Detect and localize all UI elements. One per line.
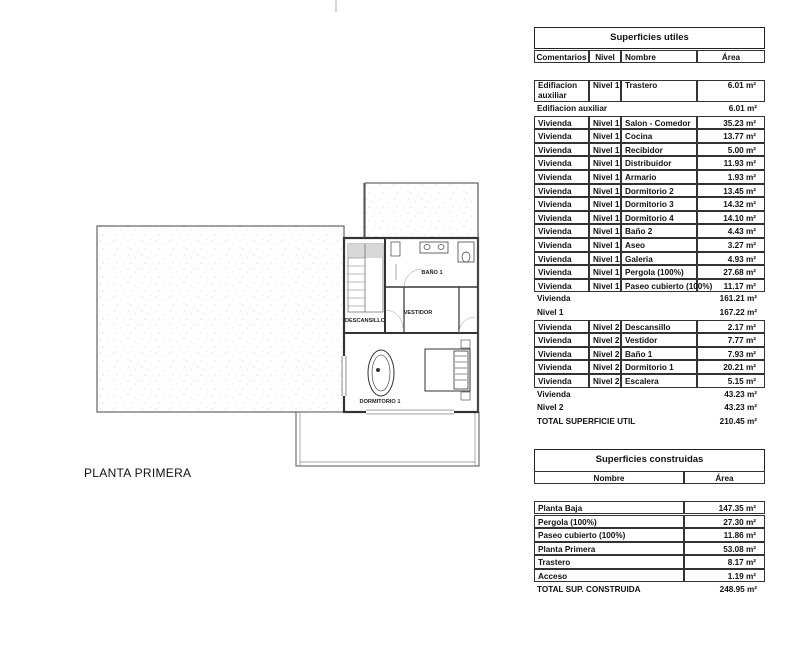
utiles-cell-area: 3.27 m² <box>697 238 765 252</box>
utiles-cell-nombre: Dormitorio 4 <box>621 211 697 225</box>
utiles-cell-area: 13.45 m² <box>697 184 765 198</box>
construidas-cell-nombre: TOTAL SUP. CONSTRUIDA <box>537 584 641 594</box>
utiles-cell-comentario: Vivienda <box>534 320 589 334</box>
utiles-cell-area: 27.68 m² <box>697 265 765 279</box>
utiles-cell-nombre: Distribuidor <box>621 156 697 170</box>
utiles-col-nivel: Nivel <box>589 50 621 63</box>
construidas-cell-area: 248.95 m² <box>719 584 757 594</box>
utiles-cell-area: 6.01 m² <box>697 80 765 102</box>
utiles-cell-area: 11.93 m² <box>697 156 765 170</box>
utiles-cell-nombre: Paseo cubierto (100%) <box>621 279 697 293</box>
construidas-cell-nombre: Pergola (100%) <box>534 515 684 528</box>
utiles-col-area: Área <box>697 50 765 63</box>
utiles-cell-nivel: Nivel 1 <box>589 252 621 266</box>
construidas-table-row <box>534 501 765 514</box>
construidas-cell-area: 147.35 m² <box>684 501 765 514</box>
utiles-cell-comentario: TOTAL SUPERFICIE UTIL <box>537 416 636 426</box>
utiles-cell-nivel: Nivel 2 <box>589 347 621 361</box>
construidas-cell-area: 11.86 m² <box>684 528 765 541</box>
utiles-cell-nivel: Nivel 1 <box>589 184 621 198</box>
utiles-cell-area: 161.21 m² <box>719 294 757 304</box>
utiles-cell-comentario: Vivienda <box>534 347 589 361</box>
utiles-cell-comentario: Vivienda <box>534 360 589 374</box>
construidas-table-row <box>534 515 765 528</box>
utiles-cell-area: 43.23 m² <box>724 403 757 413</box>
room-label-dormitorio: DORMITORIO 1 <box>359 399 401 405</box>
utiles-cell-area: 4.43 m² <box>697 224 765 238</box>
utiles-col-comentarios: Comentarios <box>534 50 589 63</box>
utiles-cell-comentario: Vivienda <box>534 156 589 170</box>
utiles-cell-area: 11.17 m² <box>697 279 765 293</box>
utiles-cell-comentario: Vivienda <box>534 224 589 238</box>
construidas-cell-nombre: Planta Primera <box>534 542 684 555</box>
utiles-cell-comentario: Vivienda <box>534 265 589 279</box>
utiles-cell-area: 35.23 m² <box>697 116 765 130</box>
utiles-cell-nivel: Nivel 2 <box>589 333 621 347</box>
utiles-cell-nombre: Pergola (100%) <box>621 265 697 279</box>
utiles-cell-comentario: Vivienda <box>534 238 589 252</box>
utiles-cell-area: 7.77 m² <box>697 333 765 347</box>
utiles-cell-nivel: Nivel 1 <box>589 224 621 238</box>
utiles-cell-nombre: Dormitorio 1 <box>621 360 697 374</box>
utiles-cell-nombre: Cocina <box>621 129 697 143</box>
construidas-table-row <box>534 542 765 555</box>
utiles-cell-nombre: Dormitorio 3 <box>621 197 697 211</box>
utiles-cell-area: 5.00 m² <box>697 143 765 157</box>
utiles-cell-comentario: Vivienda <box>534 116 589 130</box>
construidas-table-row <box>534 555 765 568</box>
utiles-cell-area: 13.77 m² <box>697 129 765 143</box>
utiles-cell-comentario: Vivienda <box>534 279 589 293</box>
utiles-cell-area: 2.17 m² <box>697 320 765 334</box>
utiles-cell-area: 14.10 m² <box>697 211 765 225</box>
plan-title: PLANTA PRIMERA <box>84 466 192 480</box>
construidas-cell-nombre: Acceso <box>534 569 684 582</box>
utiles-cell-nivel: Nivel 1 <box>589 143 621 157</box>
utiles-cell-comentario: Vivienda <box>534 197 589 211</box>
utiles-cell-comentario: Vivienda <box>537 294 571 304</box>
utiles-cell-area: 1.93 m² <box>697 170 765 184</box>
construidas-table-row <box>534 583 765 596</box>
utiles-cell-nombre: Vestidor <box>621 333 697 347</box>
construidas-col-nombre: Nombre <box>534 471 684 484</box>
utiles-cell-nombre: Descansillo <box>621 320 697 334</box>
construidas-cell-nombre: Planta Baja <box>534 501 684 514</box>
construidas-cell-nombre: Trastero <box>534 555 684 568</box>
construidas-table-row <box>534 569 765 582</box>
construidas-cell-area: 27.30 m² <box>684 515 765 528</box>
utiles-cell-nombre: Recibidor <box>621 143 697 157</box>
utiles-cell-nombre: Dormitorio 2 <box>621 184 697 198</box>
construidas-cell-area: 53.08 m² <box>684 542 765 555</box>
utiles-cell-comentario: Vivienda <box>534 374 589 388</box>
utiles-cell-comentario: Edifiacion auxiliar <box>534 80 589 102</box>
construidas-col-area: Área <box>684 471 765 484</box>
utiles-cell-comentario: Nivel 2 <box>537 403 564 413</box>
construidas-title: Superficies construidas <box>534 449 765 472</box>
utiles-cell-area: 5.15 m² <box>697 374 765 388</box>
utiles-cell-nivel: Nivel 2 <box>589 320 621 334</box>
utiles-cell-area: 6.01 m² <box>728 104 757 113</box>
utiles-cell-comentario: Edifiacion auxiliar <box>537 104 608 113</box>
utiles-cell-area: 20.21 m² <box>697 360 765 374</box>
utiles-cell-nombre: Galeria <box>621 252 697 266</box>
room-label-descansillo: DESCANSILLO <box>344 318 386 324</box>
construidas-cell-area: 1.19 m² <box>684 569 765 582</box>
utiles-cell-area: 14.32 m² <box>697 197 765 211</box>
utiles-cell-area: 7.93 m² <box>697 347 765 361</box>
utiles-cell-nivel: Nivel 1 <box>589 279 621 293</box>
utiles-col-nombre: Nombre <box>621 50 697 63</box>
utiles-cell-nombre: Escalera <box>621 374 697 388</box>
utiles-cell-comentario: Vivienda <box>534 170 589 184</box>
construidas-cell-nombre: Paseo cubierto (100%) <box>534 528 684 541</box>
utiles-cell-nivel: Nivel 1 <box>589 211 621 225</box>
utiles-cell-nivel: Nivel 1 <box>589 129 621 143</box>
utiles-cell-comentario: Vivienda <box>537 389 571 399</box>
utiles-cell-area: 210.45 m² <box>719 416 757 426</box>
utiles-cell-comentario: Vivienda <box>534 129 589 143</box>
utiles-cell-area: 167.22 m² <box>719 308 757 317</box>
utiles-cell-nivel: Nivel 1 <box>589 170 621 184</box>
construidas-header-row <box>534 471 765 484</box>
utiles-cell-nombre: Baño 1 <box>621 347 697 361</box>
utiles-title: Superficies utiles <box>534 27 765 49</box>
utiles-cell-nivel: Nivel 2 <box>589 374 621 388</box>
utiles-cell-nivel: Nivel 1 <box>589 265 621 279</box>
utiles-cell-comentario: Vivienda <box>534 143 589 157</box>
utiles-cell-area: 43.23 m² <box>724 389 757 399</box>
utiles-cell-area: 4.93 m² <box>697 252 765 266</box>
utiles-cell-nivel: Nivel 1 <box>589 238 621 252</box>
utiles-cell-comentario: Vivienda <box>534 333 589 347</box>
utiles-cell-nombre: Trastero <box>621 80 697 102</box>
utiles-cell-nivel: Nivel 1 <box>589 197 621 211</box>
utiles-cell-nombre: Aseo <box>621 238 697 252</box>
utiles-cell-nivel: Nivel 1 <box>589 80 621 102</box>
utiles-cell-nivel: Nivel 1 <box>589 116 621 130</box>
utiles-cell-comentario: Vivienda <box>534 184 589 198</box>
utiles-cell-nivel: Nivel 1 <box>589 156 621 170</box>
room-label-bano: BAÑO 1 <box>421 270 443 276</box>
construidas-cell-area: 8.17 m² <box>684 555 765 568</box>
utiles-cell-nivel: Nivel 2 <box>589 360 621 374</box>
utiles-cell-comentario: Nivel 1 <box>537 308 564 317</box>
utiles-cell-nombre: Armario <box>621 170 697 184</box>
utiles-cell-comentario: Vivienda <box>534 252 589 266</box>
utiles-cell-comentario: Vivienda <box>534 211 589 225</box>
utiles-cell-nombre: Salon - Comedor <box>621 116 697 130</box>
utiles-cell-nombre: Baño 2 <box>621 224 697 238</box>
room-label-vestidor: VESTIDOR <box>403 310 433 316</box>
construidas-table-row <box>534 528 765 541</box>
